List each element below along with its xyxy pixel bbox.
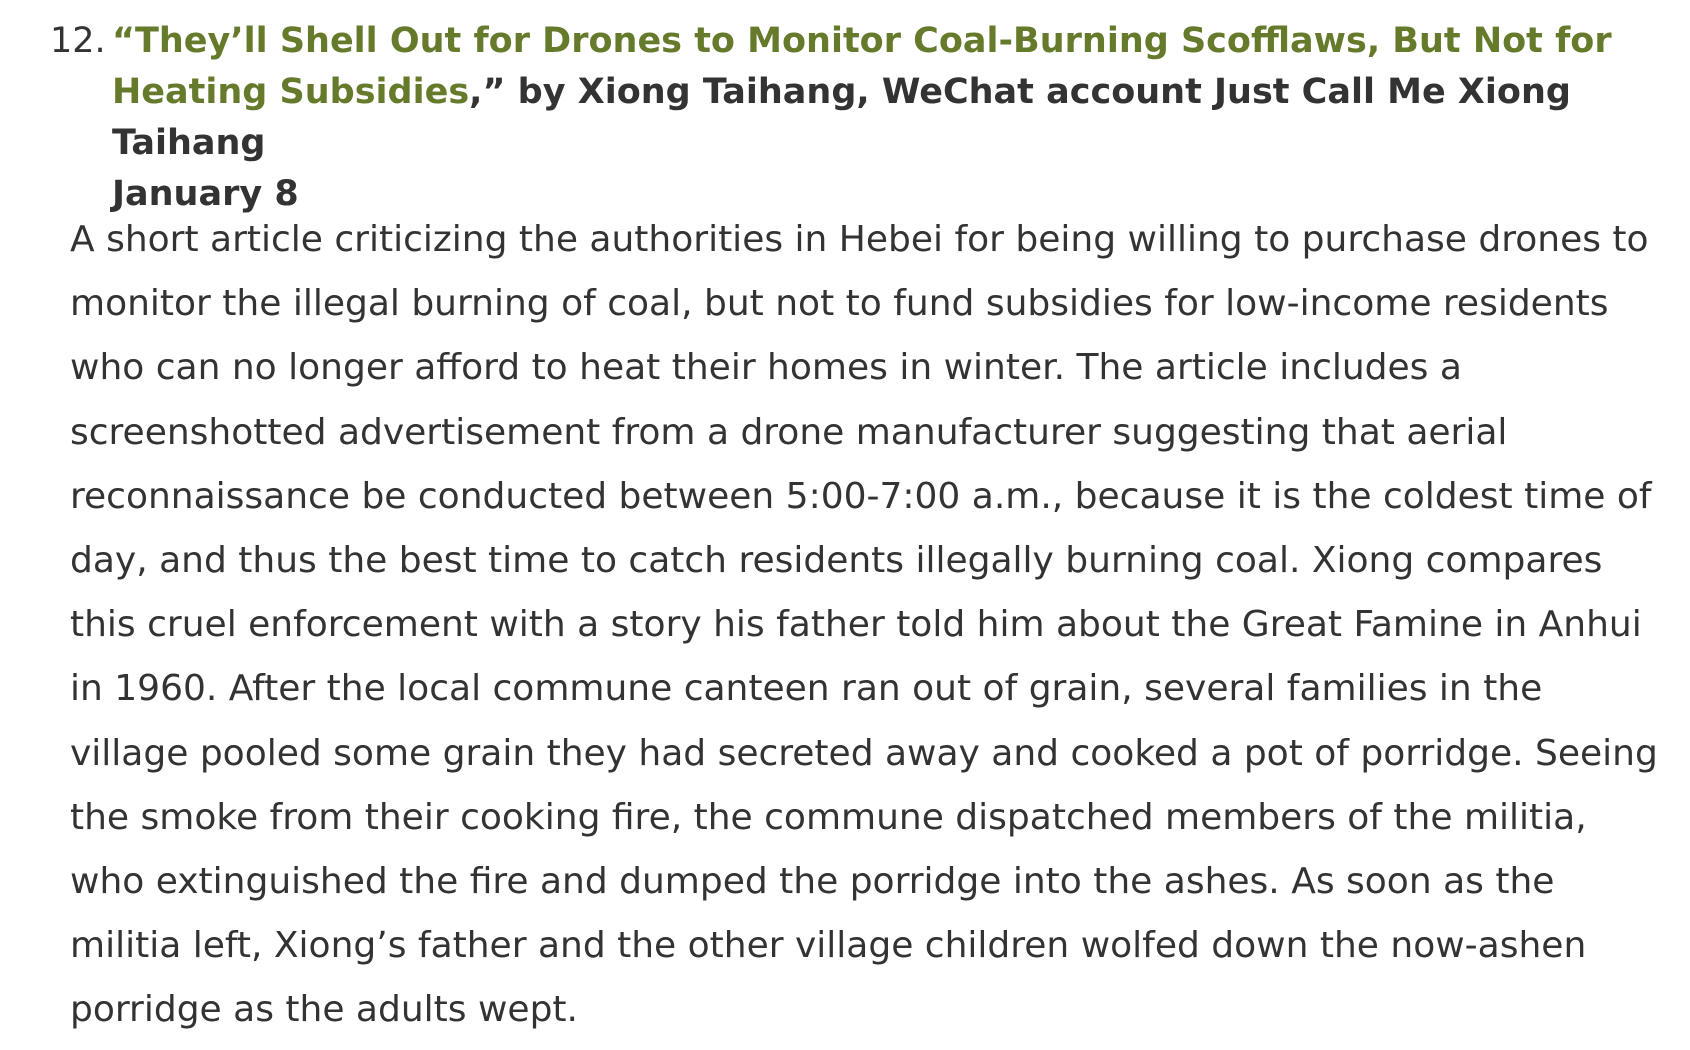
author-source: ,” by Xiong Taihang, WeChat account Just Call Me Xiong Taihang [112, 72, 1571, 163]
entry-number: 12. [50, 21, 106, 61]
entry-summary: A short article criticizing the authorities in Hebei for being willing to purchase drones to monitor the illegal burning of coal, but not to fund subsidies for low-income residents who can no longer afford to heat their homes in winter. The article includes a screenshotted advertisement from a drone manufacturer suggesting that aerial reconnaissance be conducted between 5:00-7:00 a.m., because it is the coldest time of day, and thus the best time to catch residents illegally burning coal. Xiong compares this cruel enforcement with a story his father told him about the Great Famine in Anhui in 1960. After the local commune canteen ran out of grain, several families in the village pooled some grain they had secreted away and cooked a pot of porridge. Seeing the smoke from their cooking fire, the commune dispatched members of the militia, who extinguished the fire and dumped the porridge into the ashes. As soon as the militia left, Xiong’s father and the other village children wolfed down the now-ashen porridge as the adults wept. [70, 219, 1658, 1031]
entry-date: January 8 [112, 174, 299, 214]
article-title-link[interactable]: “They’ll Shell Out for Drones to Monitor Coal-Burning Scofflaws, But Not for Heating Subsidies [112, 21, 1612, 112]
entry-heading-body [112, 16, 1672, 220]
